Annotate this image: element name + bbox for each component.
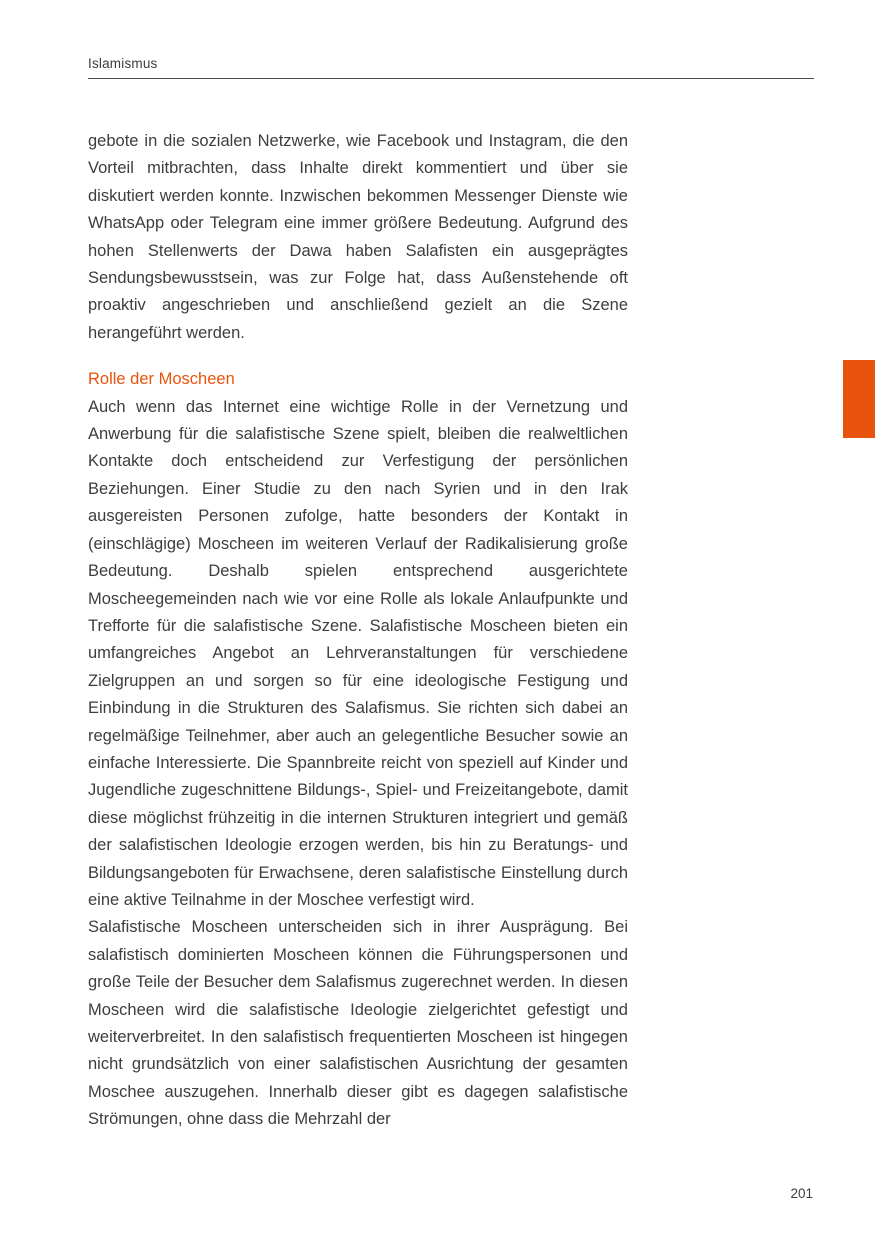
page-header <box>88 56 814 79</box>
section-heading: Rolle der Moscheen <box>88 370 235 389</box>
chapter-edge-tab <box>843 360 875 438</box>
page-number: 201 <box>790 1186 813 1201</box>
paragraph: Auch wenn das Internet eine wichtige Rolle in der Vernetzung und Anwerbung für die salafistische Szene spielt, bleiben die realweltlichen Kontakte doch entscheidend zur Verfestigung der persönlichen Beziehungen. Einer Studie zu den nach Syrien und in den Irak ausgereisten Personen zufolge, hatte besonders der Kontakt in (einschlägige) Moscheen im weiteren Verlauf der Radikalisierung große Bedeutung. Deshalb spielen entsprechend ausgerichtete Moscheegemeinden nach wie vor eine Rolle als lokale Anlaufpunkte und Trefforte für die salafistische Szene. Salafistische Moscheen bieten ein umfangreiches Angebot an Lehrveranstaltungen für verschiedene Zielgruppen an und sorgen so für eine ideologische Festigung und Einbindung in die Strukturen des Salafismus. Sie richten sich dabei an regelmäßige Teilnehmer, aber auch an gelegentliche Besucher sowie an einfache Interessierte. Die Spannbreite reicht von speziell auf Kinder und Jugendliche zugeschnittene Bildungs-, Spiel- und Freizeitangebote, damit diese möglichst frühzeitig in die internen Strukturen integriert und gemäß der salafistischen Ideologie erzogen werden, bis hin zu Beratungs- und Bildungsangeboten für Erwachsene, deren salafistische Einstellung durch eine aktive Teilnahme in der Moschee verfestigt wird. <box>88 397 628 909</box>
paragraph-continuation: gebote in die sozialen Netzwerke, wie Facebook und Instagram, die den Vorteil mitbrachten, dass Inhalte direkt kommentiert und über sie diskutiert werden konnte. Inzwischen bekommen Messenger Dienste wie WhatsApp oder Telegram eine immer größere Bedeutung. Aufgrund des hohen Stellenwerts der Dawa haben Salafisten ein ausgeprägtes Sendungsbewusstsein, was zur Folge hat, dass Außenstehende oft proaktiv angeschrieben und anschließend gezielt an die Szene herangeführt werden. <box>88 132 628 342</box>
paragraph: Salafistische Moscheen unterscheiden sich in ihrer Ausprägung. Bei salafistisch dominierten Moscheen können die Führungspersonen und große Teile der Besucher dem Salafismus zugerechnet werden. In diesen Moscheen wird die salafistische Ideologie zielgerichtet gefestigt und weiterverbreitet. In den salafistisch frequentierten Moscheen ist hingegen nicht grundsätzlich von einer salafistischen Ausrichtung der gesamten Moschee auszugehen. Innerhalb dieser gibt es dagegen salafistische Strömungen, ohne dass die Mehrzahl der <box>88 918 628 1129</box>
page-body <box>88 128 628 1134</box>
running-header-title: Islamismus <box>88 56 158 71</box>
header-rule <box>88 78 814 79</box>
